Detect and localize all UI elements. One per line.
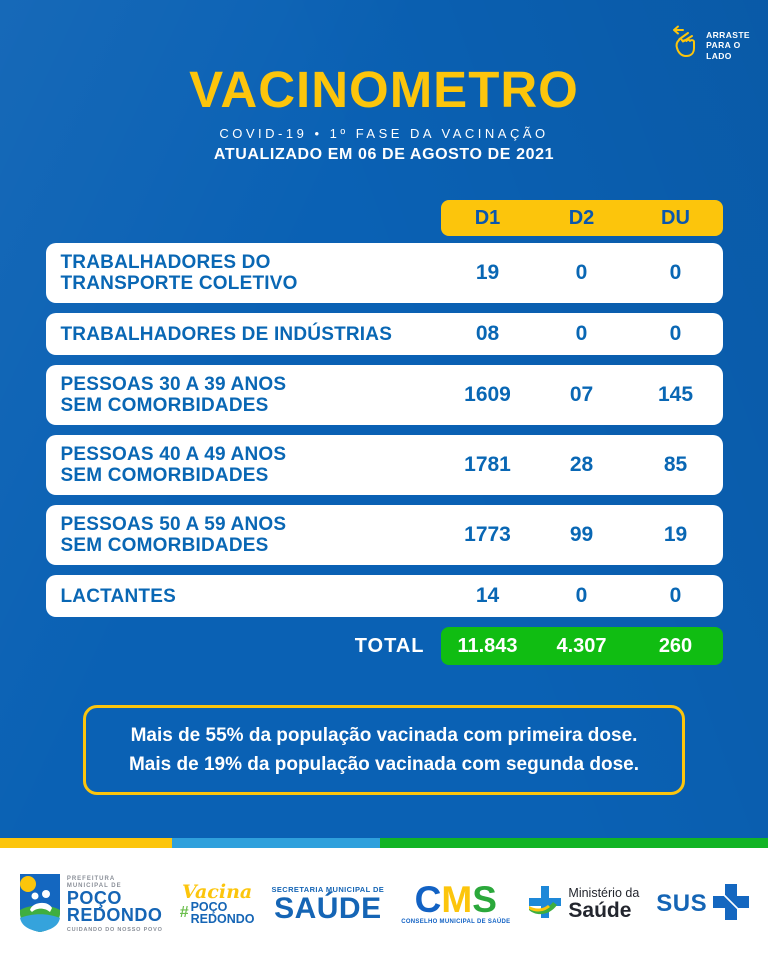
- sus-text: SUS: [656, 890, 708, 917]
- total-label: TOTAL: [354, 634, 425, 657]
- row-label-line1: LACTANTES: [60, 585, 176, 607]
- total-d1: 11.843: [457, 634, 518, 657]
- column-header-d2: D2: [568, 206, 595, 229]
- vacina-name1: POÇO: [190, 900, 228, 914]
- value-du: 85: [663, 453, 688, 476]
- table-header: [46, 200, 723, 236]
- footer-logos: [0, 848, 768, 960]
- prefeitura-name2: REDONDO: [66, 904, 163, 925]
- row-label-line1: TRABALHADORES DE INDÚSTRIAS: [60, 323, 393, 345]
- summary-line1: Mais de 55% da população vacinada com primeira dose.: [130, 725, 638, 746]
- row-label: [61, 252, 441, 294]
- row-label: [61, 514, 441, 556]
- stripe-green: [380, 838, 768, 848]
- prefeitura-shield-icon: [18, 870, 62, 939]
- prefeitura-top1: PREFEITURA: [66, 875, 116, 882]
- value-d2: 07: [569, 383, 594, 406]
- row-label-line1: PESSOAS 50 A 59 ANOS: [60, 514, 287, 535]
- value-du: 0: [669, 261, 682, 284]
- row-label-line2: SEM COMORBIDADES: [60, 465, 269, 486]
- swipe-hint-badge: [671, 24, 750, 67]
- value-d2: 0: [575, 322, 588, 345]
- row-label-line1: TRABALHADORES DO: [60, 252, 271, 273]
- vacina-poco-redondo-logo: [180, 883, 255, 925]
- table-row: [46, 313, 723, 355]
- swipe-hint-line2: PARA O: [706, 40, 741, 51]
- cms-letter-s: S: [472, 879, 497, 920]
- summary-line2: Mais de 19% da população vacinada com segunda dose.: [128, 754, 639, 775]
- column-header-du: DU: [661, 206, 690, 229]
- prefeitura-slogan: CUIDANDO DO NOSSO POVO: [66, 926, 163, 933]
- row-label: [61, 374, 441, 416]
- value-du: 0: [669, 322, 682, 345]
- stripe-yellow: [0, 838, 172, 848]
- stripe-blue: [172, 838, 380, 848]
- vaccination-table: [46, 200, 723, 665]
- value-d1: 1773: [464, 523, 511, 546]
- row-label-line1: PESSOAS 40 A 49 ANOS: [60, 444, 287, 465]
- swipe-hand-icon: [671, 24, 701, 67]
- value-d2: 28: [569, 453, 594, 476]
- swipe-hint-line1: ARRASTE: [706, 29, 750, 40]
- prefeitura-name1: POÇO: [66, 887, 122, 908]
- hashtag-icon: #: [179, 904, 189, 921]
- row-label-line2: SEM COMORBIDADES: [60, 535, 269, 556]
- value-d1: 1609: [464, 383, 511, 406]
- secretaria-top-text: SECRETARIA MUNICIPAL DE: [271, 884, 385, 894]
- swipe-hint-line3: LADO: [706, 50, 732, 61]
- table-row: [46, 365, 723, 425]
- page-title: VACINOMETRO: [189, 61, 579, 118]
- prefeitura-top2: MUNICIPAL DE: [66, 882, 122, 889]
- secretaria-saude-logo: [272, 885, 385, 924]
- vacina-name2: REDONDO: [190, 912, 255, 926]
- cms-letter-c: C: [414, 879, 442, 920]
- row-label: [61, 324, 441, 345]
- secretaria-name: SAÚDE: [274, 891, 382, 925]
- cms-letter-m: M: [441, 879, 473, 920]
- ministerio-saude-logo: [527, 884, 639, 925]
- page-subtitle: COVID-19 • 1º FASE DA VACINAÇÃO: [219, 126, 549, 141]
- prefeitura-logo: [18, 870, 163, 939]
- table-row: [46, 505, 723, 565]
- column-header-d1: D1: [474, 206, 501, 229]
- ministerio-line1: Ministério da: [568, 886, 640, 900]
- value-du: 19: [663, 523, 688, 546]
- value-d1: 08: [475, 322, 500, 345]
- row-label: [61, 586, 441, 607]
- cms-caption: CONSELHO MUNICIPAL DE SAÚDE: [401, 919, 511, 925]
- row-label-line2: SEM COMORBIDADES: [60, 395, 269, 416]
- value-d2: 99: [569, 523, 594, 546]
- summary-box: [83, 705, 685, 795]
- value-d1: 19: [475, 261, 500, 284]
- value-d2: 0: [575, 584, 588, 607]
- row-label: [61, 444, 441, 486]
- row-label-line2: TRANSPORTE COLETIVO: [60, 273, 298, 294]
- total-d2: 4.307: [556, 634, 607, 657]
- vacina-script-text: Vacina: [181, 881, 253, 903]
- updated-date: ATUALIZADO EM 06 DE AGOSTO DE 2021: [213, 146, 555, 163]
- value-d2: 0: [575, 261, 588, 284]
- sus-logo: [656, 883, 750, 926]
- cms-logo: [401, 879, 511, 925]
- ministerio-line2: Saúde: [568, 899, 632, 922]
- row-label-line1: PESSOAS 30 A 39 ANOS: [60, 374, 287, 395]
- value-du: 145: [657, 383, 694, 406]
- ministerio-cross-icon: [527, 884, 563, 925]
- value-d1: 1781: [464, 453, 511, 476]
- total-du: 260: [658, 634, 693, 657]
- table-row: [46, 435, 723, 495]
- tricolor-stripe: [0, 838, 768, 848]
- table-row: [46, 243, 723, 303]
- table-row: [46, 575, 723, 617]
- total-row: [46, 627, 723, 665]
- value-du: 0: [669, 584, 682, 607]
- total-values-box: [441, 627, 723, 665]
- column-header-box: [441, 200, 723, 236]
- sus-cross-icon: [712, 883, 750, 926]
- value-d1: 14: [475, 584, 500, 607]
